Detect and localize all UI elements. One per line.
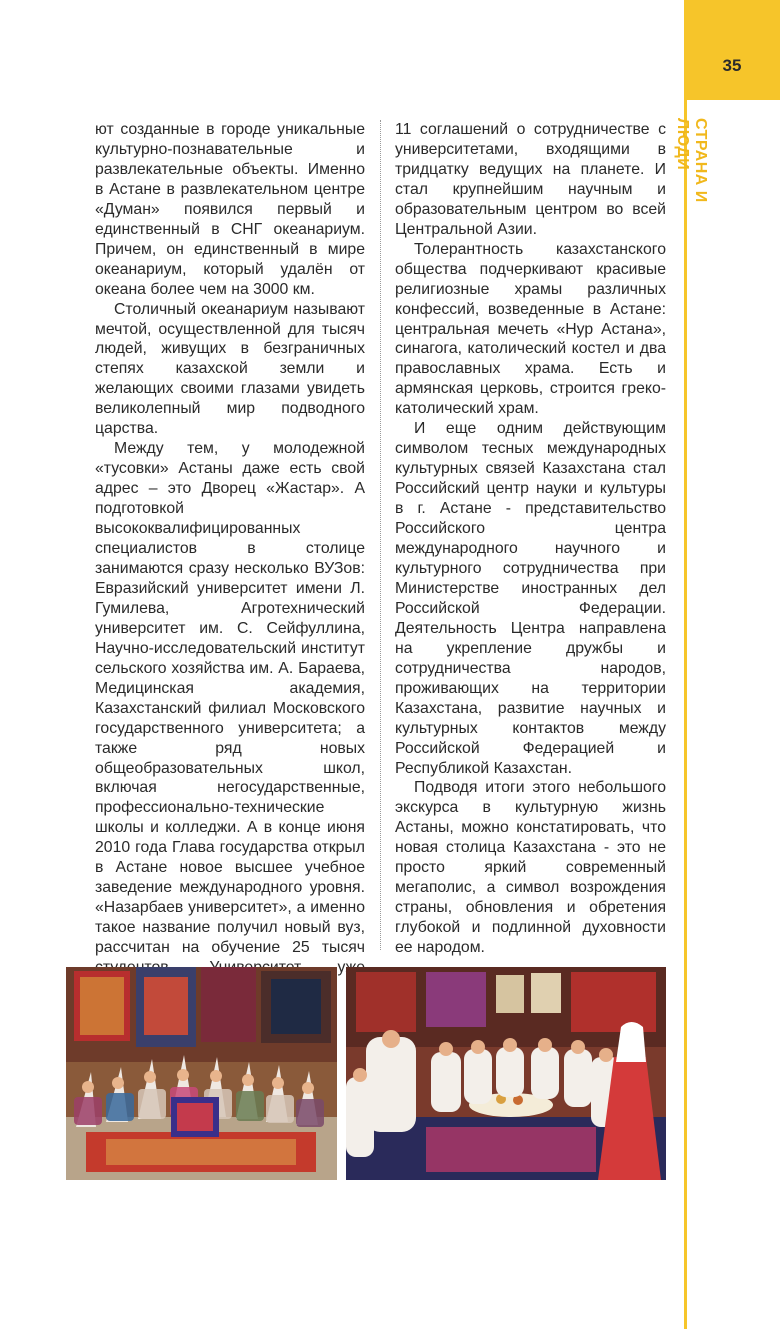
paragraph: ют созданные в городе уникальные культурно-познавательные и развлекательные объекты. Именно в Астане в развлекательном центре «Думан» появился первый и единственный в СНГ океанариум. Причем, он единственный в мире океанариум, который удалён от океана более чем на 3000 км. — [95, 121, 365, 298]
section-title: СТРАНА И ЛЮДИ — [674, 118, 709, 203]
paragraph: И еще одним действующим символом тесных международных культурных связей Казахстана стал Российский центр науки и культуры в г. Астане - представительство Российского центра международного научного и культурного сотрудничества при Министерстве иностранных дел Российской Федерации. Деятельность Центра направлена на укрепление дружбы и сотрудничества народов, проживающих на территории Казахстана, развитие научных и культурных контактов между Российской Федерацией и Республикой Казахстан. — [395, 420, 666, 777]
paragraph: Толерантность казахстанского общества подчеркивают красивые религиозные храмы различных конфессий, возведенные в Астане: центральная мечеть «Нур Астана», синагога, католический костел и два православных храма. Есть и армянская церковь, строится греко-католический храм. — [395, 240, 666, 418]
article-right-column — [395, 120, 666, 958]
photo-women-musicians — [66, 967, 337, 1180]
paragraph: 11 соглашений о сотрудничестве с университетами, входящими в тридцатку ведущих на планете. И стал крупнейшим научным и образовательным центром во всей Центральной Азии. — [395, 121, 666, 238]
page-number: 35 — [722, 56, 742, 75]
paragraph: Столичный океанариум называют мечтой, осуществленной для тысяч людей, живущих в безграничных степях казахской земли и желающих своими глазами увидеть великолепный мир подводного царства. — [95, 300, 365, 438]
paragraph: Между тем, у молодежной «тусовки» Астаны даже есть свой адрес – это Дворец «Жастар». А подготовкой высококвалифицированных специалистов в столице занимаются сразу несколько ВУЗов: Евразийский университет имени Л. Гумилева, Агротехнический университет им. С. Сейфуллина, Научно-исследовательский институт сельского хозяйства им. А. Бараева, Медицинская академия, Казахстанский филиал Московского государственного университета; а также ряд новых общеобразовательных школ, включая негосударственные, профессионально-технические школы и колледжи. А в конце июня 2010 года Глава государства открыл в Астане новое высшее учебное заведение международного уровня. «Назарбаев университет», а именно такое название получил новый вуз, рассчитан на обучение 25 тысяч — [95, 440, 365, 957]
paragraph: Подводя итоги этого небольшого экскурса в культурную жизнь Астаны, можно констатировать, что новая столица Казахстана - это не просто яркий современный мегаполис, а символ возрождения страны, обновления и обретения глубокой и подлинной духовности ее народом. — [395, 779, 666, 957]
page-number-tab — [684, 0, 780, 100]
side-accent-rule — [684, 100, 687, 1329]
article-left-column — [95, 120, 365, 998]
column-divider — [380, 120, 381, 950]
photo-elders-gathering — [346, 967, 666, 1180]
